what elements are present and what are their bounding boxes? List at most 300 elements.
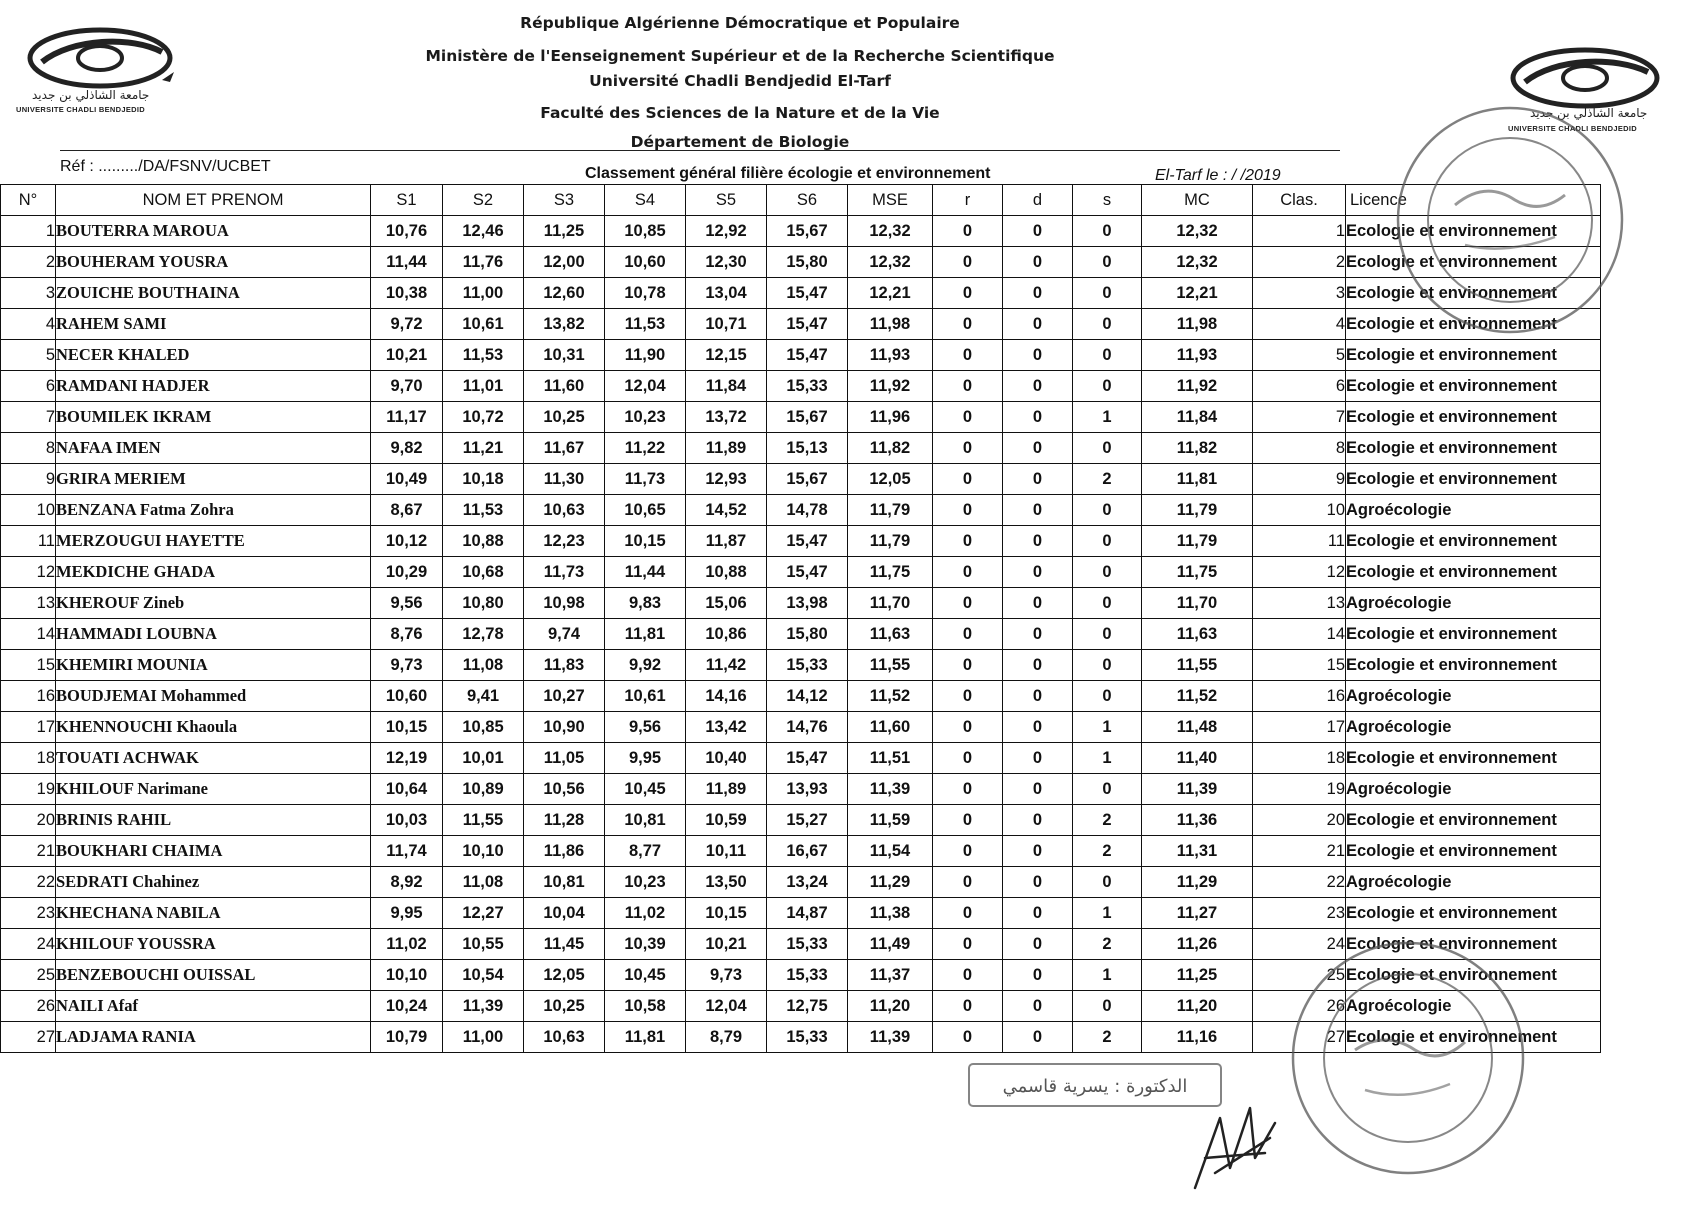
cell-col-s1: 10,21 xyxy=(371,340,443,371)
cell-col-licence: Ecologie et environnement xyxy=(1346,340,1601,371)
cell-col-s2: 10,88 xyxy=(443,526,524,557)
cell-col-class: 17 xyxy=(1253,712,1346,743)
cell-col-s: 0 xyxy=(1073,619,1142,650)
logo-caption: UNIVERSITE CHADLI BENDJEDID xyxy=(16,105,145,114)
cell-col-class: 20 xyxy=(1253,805,1346,836)
column-header-col-s: s xyxy=(1073,185,1142,216)
cell-col-s1: 10,60 xyxy=(371,681,443,712)
cell-col-s3: 10,98 xyxy=(524,588,605,619)
cell-col-s3: 10,63 xyxy=(524,1022,605,1053)
cell-col-s1: 10,29 xyxy=(371,557,443,588)
cell-col-s2: 10,55 xyxy=(443,929,524,960)
cell-col-s: 0 xyxy=(1073,681,1142,712)
cell-col-s: 0 xyxy=(1073,588,1142,619)
cell-col-d: 0 xyxy=(1003,929,1073,960)
cell-col-class: 4 xyxy=(1253,309,1346,340)
cell-col-class: 25 xyxy=(1253,960,1346,991)
cell-col-mse: 11,92 xyxy=(848,371,933,402)
cell-col-s4: 10,65 xyxy=(605,495,686,526)
cell-col-s4: 10,45 xyxy=(605,960,686,991)
column-header-col-s1: S1 xyxy=(371,185,443,216)
cell-col-s4: 9,92 xyxy=(605,650,686,681)
cell-col-s6: 14,12 xyxy=(767,681,848,712)
cell-col-s3: 10,04 xyxy=(524,898,605,929)
cell-col-mc: 11,39 xyxy=(1142,774,1253,805)
cell-col-licence: Agroécologie xyxy=(1346,991,1601,1022)
cell-col-d: 0 xyxy=(1003,991,1073,1022)
cell-col-n: 21 xyxy=(1,836,56,867)
cell-col-name: ZOUICHE BOUTHAINA xyxy=(56,278,371,309)
cell-col-s6: 15,33 xyxy=(767,650,848,681)
table-row xyxy=(1,464,1601,495)
cell-col-s4: 11,81 xyxy=(605,619,686,650)
cell-col-n: 9 xyxy=(1,464,56,495)
cell-col-d: 0 xyxy=(1003,836,1073,867)
cell-col-class: 7 xyxy=(1253,402,1346,433)
cell-col-mc: 12,21 xyxy=(1142,278,1253,309)
cell-col-s5: 14,52 xyxy=(686,495,767,526)
cell-col-s2: 11,21 xyxy=(443,433,524,464)
cell-col-s3: 11,30 xyxy=(524,464,605,495)
cell-col-mc: 12,32 xyxy=(1142,247,1253,278)
cell-col-name: KHEMIRI MOUNIA xyxy=(56,650,371,681)
cell-col-d: 0 xyxy=(1003,650,1073,681)
cell-col-d: 0 xyxy=(1003,247,1073,278)
column-header-col-licence: Licence xyxy=(1346,185,1601,216)
cell-col-s3: 11,83 xyxy=(524,650,605,681)
cell-col-licence: Ecologie et environnement xyxy=(1346,650,1601,681)
official-stamp-bottom xyxy=(1280,930,1535,1185)
table-row xyxy=(1,402,1601,433)
cell-col-r: 0 xyxy=(933,805,1003,836)
cell-col-n: 18 xyxy=(1,743,56,774)
cell-col-s4: 9,95 xyxy=(605,743,686,774)
cell-col-s3: 10,27 xyxy=(524,681,605,712)
cell-col-mc: 11,63 xyxy=(1142,619,1253,650)
logo-arabic-text: جامعة الشاذلي بن جديد xyxy=(32,88,150,102)
cell-col-mse: 11,20 xyxy=(848,991,933,1022)
cell-col-s1: 9,73 xyxy=(371,650,443,681)
cell-col-s: 1 xyxy=(1073,898,1142,929)
cell-col-r: 0 xyxy=(933,216,1003,247)
table-row xyxy=(1,278,1601,309)
cell-col-r: 0 xyxy=(933,867,1003,898)
cell-col-class: 2 xyxy=(1253,247,1346,278)
cell-col-s1: 10,10 xyxy=(371,960,443,991)
table-row xyxy=(1,340,1601,371)
cell-col-mse: 11,79 xyxy=(848,526,933,557)
cell-col-s2: 11,00 xyxy=(443,278,524,309)
cell-col-s1: 9,72 xyxy=(371,309,443,340)
cell-col-d: 0 xyxy=(1003,960,1073,991)
university-logo-left xyxy=(12,18,192,118)
cell-col-s2: 10,18 xyxy=(443,464,524,495)
table-row xyxy=(1,371,1601,402)
cell-col-s5: 13,50 xyxy=(686,867,767,898)
cell-col-mse: 11,96 xyxy=(848,402,933,433)
cell-col-mse: 11,93 xyxy=(848,340,933,371)
cell-col-licence: Agroécologie xyxy=(1346,495,1601,526)
cell-col-s: 0 xyxy=(1073,867,1142,898)
cell-col-s: 1 xyxy=(1073,743,1142,774)
cell-col-s4: 9,56 xyxy=(605,712,686,743)
cell-col-s1: 10,38 xyxy=(371,278,443,309)
cell-col-s: 0 xyxy=(1073,526,1142,557)
cell-col-s6: 14,87 xyxy=(767,898,848,929)
signature xyxy=(1175,1098,1295,1198)
cell-col-mse: 11,39 xyxy=(848,774,933,805)
cell-col-mc: 12,32 xyxy=(1142,216,1253,247)
cell-col-s2: 10,68 xyxy=(443,557,524,588)
cell-col-mc: 11,25 xyxy=(1142,960,1253,991)
cell-col-mse: 11,39 xyxy=(848,1022,933,1053)
table-row xyxy=(1,433,1601,464)
cell-col-d: 0 xyxy=(1003,588,1073,619)
cell-col-mse: 11,37 xyxy=(848,960,933,991)
cell-col-n: 12 xyxy=(1,557,56,588)
cell-col-licence: Ecologie et environnement xyxy=(1346,278,1601,309)
cell-col-s2: 10,80 xyxy=(443,588,524,619)
cell-col-class: 16 xyxy=(1253,681,1346,712)
cell-col-s6: 13,24 xyxy=(767,867,848,898)
cell-col-mse: 11,70 xyxy=(848,588,933,619)
cell-col-s1: 10,24 xyxy=(371,991,443,1022)
cell-col-s4: 8,77 xyxy=(605,836,686,867)
table-row xyxy=(1,557,1601,588)
cell-col-d: 0 xyxy=(1003,1022,1073,1053)
cell-col-mc: 11,70 xyxy=(1142,588,1253,619)
cell-col-n: 19 xyxy=(1,774,56,805)
cell-col-r: 0 xyxy=(933,650,1003,681)
cell-col-s1: 10,15 xyxy=(371,712,443,743)
cell-col-mse: 11,60 xyxy=(848,712,933,743)
cell-col-s4: 11,73 xyxy=(605,464,686,495)
cell-col-s1: 8,92 xyxy=(371,867,443,898)
cell-col-name: KHEROUF Zineb xyxy=(56,588,371,619)
cell-col-mc: 11,40 xyxy=(1142,743,1253,774)
cell-col-name: BOUDJEMAI Mohammed xyxy=(56,681,371,712)
table-row xyxy=(1,681,1601,712)
cell-col-class: 18 xyxy=(1253,743,1346,774)
cell-col-s3: 11,60 xyxy=(524,371,605,402)
cell-col-s3: 11,28 xyxy=(524,805,605,836)
cell-col-n: 11 xyxy=(1,526,56,557)
column-header-col-mse: MSE xyxy=(848,185,933,216)
cell-col-s1: 10,49 xyxy=(371,464,443,495)
cell-col-s5: 9,73 xyxy=(686,960,767,991)
cell-col-class: 12 xyxy=(1253,557,1346,588)
cell-col-n: 6 xyxy=(1,371,56,402)
cell-col-mc: 11,79 xyxy=(1142,495,1253,526)
column-header-col-s6: S6 xyxy=(767,185,848,216)
cell-col-d: 0 xyxy=(1003,805,1073,836)
cell-col-n: 10 xyxy=(1,495,56,526)
cell-col-s2: 10,01 xyxy=(443,743,524,774)
cell-col-s: 2 xyxy=(1073,836,1142,867)
table-row xyxy=(1,495,1601,526)
cell-col-mse: 11,49 xyxy=(848,929,933,960)
cell-col-s1: 9,56 xyxy=(371,588,443,619)
cell-col-s: 2 xyxy=(1073,464,1142,495)
cell-col-mse: 11,79 xyxy=(848,495,933,526)
cell-col-class: 23 xyxy=(1253,898,1346,929)
cell-col-s2: 11,53 xyxy=(443,340,524,371)
cell-col-name: GRIRA MERIEM xyxy=(56,464,371,495)
cell-col-s3: 10,25 xyxy=(524,402,605,433)
cell-col-d: 0 xyxy=(1003,433,1073,464)
cell-col-class: 21 xyxy=(1253,836,1346,867)
cell-col-licence: Ecologie et environnement xyxy=(1346,898,1601,929)
header-republic: République Algérienne Démocratique et Populaire xyxy=(520,14,960,32)
cell-col-s4: 10,23 xyxy=(605,867,686,898)
cell-col-s4: 11,22 xyxy=(605,433,686,464)
cell-col-s5: 13,42 xyxy=(686,712,767,743)
table-row xyxy=(1,805,1601,836)
cell-col-name: BRINIS RAHIL xyxy=(56,805,371,836)
cell-col-r: 0 xyxy=(933,402,1003,433)
cell-col-name: NAFAA IMEN xyxy=(56,433,371,464)
cell-col-s4: 11,44 xyxy=(605,557,686,588)
cell-col-s2: 10,61 xyxy=(443,309,524,340)
cell-col-r: 0 xyxy=(933,495,1003,526)
cell-col-licence: Ecologie et environnement xyxy=(1346,464,1601,495)
cell-col-mse: 11,29 xyxy=(848,867,933,898)
cell-col-r: 0 xyxy=(933,371,1003,402)
cell-col-class: 22 xyxy=(1253,867,1346,898)
cell-col-r: 0 xyxy=(933,557,1003,588)
cell-col-licence: Ecologie et environnement xyxy=(1346,743,1601,774)
cell-col-n: 3 xyxy=(1,278,56,309)
cell-col-s2: 10,10 xyxy=(443,836,524,867)
cell-col-s: 0 xyxy=(1073,650,1142,681)
cell-col-s3: 10,90 xyxy=(524,712,605,743)
cell-col-name: KHECHANA NABILA xyxy=(56,898,371,929)
cell-col-r: 0 xyxy=(933,991,1003,1022)
cell-col-s4: 10,61 xyxy=(605,681,686,712)
cell-col-s5: 14,16 xyxy=(686,681,767,712)
cell-col-s: 0 xyxy=(1073,371,1142,402)
cell-col-licence: Ecologie et environnement xyxy=(1346,371,1601,402)
table-row xyxy=(1,526,1601,557)
cell-col-s3: 10,63 xyxy=(524,495,605,526)
cell-col-s3: 10,81 xyxy=(524,867,605,898)
cell-col-s6: 15,67 xyxy=(767,216,848,247)
cell-col-name: RAMDANI HADJER xyxy=(56,371,371,402)
cell-col-r: 0 xyxy=(933,836,1003,867)
cell-col-s5: 12,92 xyxy=(686,216,767,247)
table-row xyxy=(1,712,1601,743)
cell-col-s6: 15,47 xyxy=(767,309,848,340)
cell-col-r: 0 xyxy=(933,960,1003,991)
cell-col-n: 22 xyxy=(1,867,56,898)
cell-col-s3: 12,05 xyxy=(524,960,605,991)
cell-col-licence: Agroécologie xyxy=(1346,588,1601,619)
cell-col-s6: 15,47 xyxy=(767,278,848,309)
cell-col-n: 7 xyxy=(1,402,56,433)
cell-col-s4: 10,81 xyxy=(605,805,686,836)
cell-col-mc: 11,29 xyxy=(1142,867,1253,898)
cell-col-mse: 11,98 xyxy=(848,309,933,340)
cell-col-mc: 11,93 xyxy=(1142,340,1253,371)
table-row xyxy=(1,867,1601,898)
cell-col-s4: 11,53 xyxy=(605,309,686,340)
cell-col-s: 1 xyxy=(1073,402,1142,433)
cell-col-s3: 10,56 xyxy=(524,774,605,805)
cell-col-mc: 11,75 xyxy=(1142,557,1253,588)
cell-col-class: 11 xyxy=(1253,526,1346,557)
cell-col-r: 0 xyxy=(933,743,1003,774)
cell-col-n: 27 xyxy=(1,1022,56,1053)
cell-col-d: 0 xyxy=(1003,526,1073,557)
cell-col-s6: 15,47 xyxy=(767,743,848,774)
cell-col-s3: 12,00 xyxy=(524,247,605,278)
cell-col-s: 0 xyxy=(1073,340,1142,371)
column-header-col-s5: S5 xyxy=(686,185,767,216)
cell-col-s1: 9,70 xyxy=(371,371,443,402)
cell-col-s4: 10,78 xyxy=(605,278,686,309)
cell-col-r: 0 xyxy=(933,774,1003,805)
cell-col-n: 16 xyxy=(1,681,56,712)
cell-col-s1: 11,02 xyxy=(371,929,443,960)
cell-col-mse: 11,54 xyxy=(848,836,933,867)
table-row xyxy=(1,650,1601,681)
header-ministry: Ministère de l'Eenseignement Supérieur et de la Recherche Scientifique xyxy=(425,47,1055,65)
table-row xyxy=(1,774,1601,805)
cell-col-licence: Ecologie et environnement xyxy=(1346,433,1601,464)
cell-col-s5: 13,04 xyxy=(686,278,767,309)
cell-col-name: KHILOUF Narimane xyxy=(56,774,371,805)
cell-col-s5: 11,42 xyxy=(686,650,767,681)
cell-col-mc: 11,27 xyxy=(1142,898,1253,929)
cell-col-n: 8 xyxy=(1,433,56,464)
cell-col-s3: 11,86 xyxy=(524,836,605,867)
cell-col-n: 1 xyxy=(1,216,56,247)
cell-col-mse: 11,38 xyxy=(848,898,933,929)
column-header-col-d: d xyxy=(1003,185,1073,216)
logo-arabic-text: جامعة الشاذلي بن جديد xyxy=(1530,106,1648,120)
cell-col-s1: 10,76 xyxy=(371,216,443,247)
cell-col-r: 0 xyxy=(933,278,1003,309)
cell-col-s4: 11,81 xyxy=(605,1022,686,1053)
cell-col-s3: 11,67 xyxy=(524,433,605,464)
cell-col-name: SEDRATI Chahinez xyxy=(56,867,371,898)
cell-col-r: 0 xyxy=(933,247,1003,278)
cell-col-name: BOUTERRA MAROUA xyxy=(56,216,371,247)
cell-col-d: 0 xyxy=(1003,619,1073,650)
cell-col-s: 0 xyxy=(1073,278,1142,309)
cell-col-licence: Ecologie et environnement xyxy=(1346,557,1601,588)
cell-col-s: 0 xyxy=(1073,557,1142,588)
cell-col-s4: 11,02 xyxy=(605,898,686,929)
header-faculty: Faculté des Sciences de la Nature et de la Vie xyxy=(540,104,940,122)
cell-col-d: 0 xyxy=(1003,898,1073,929)
cell-col-name: BOUMILEK IKRAM xyxy=(56,402,371,433)
cell-col-s: 0 xyxy=(1073,774,1142,805)
cell-col-d: 0 xyxy=(1003,278,1073,309)
column-header-col-mc: MC xyxy=(1142,185,1253,216)
cell-col-mc: 11,20 xyxy=(1142,991,1253,1022)
document-subtitle: Classement général filière écologie et environnement xyxy=(585,165,991,182)
cell-col-s2: 11,53 xyxy=(443,495,524,526)
cell-col-n: 23 xyxy=(1,898,56,929)
cell-col-s1: 8,76 xyxy=(371,619,443,650)
cell-col-s5: 10,88 xyxy=(686,557,767,588)
reference-number: Réf : ........./DA/FSNV/UCBET xyxy=(60,158,271,175)
table-row xyxy=(1,247,1601,278)
cell-col-s2: 10,85 xyxy=(443,712,524,743)
cell-col-licence: Ecologie et environnement xyxy=(1346,1022,1601,1053)
cell-col-s5: 12,15 xyxy=(686,340,767,371)
cell-col-s5: 10,86 xyxy=(686,619,767,650)
cell-col-s2: 11,55 xyxy=(443,805,524,836)
cell-col-s5: 11,84 xyxy=(686,371,767,402)
cell-col-s4: 10,60 xyxy=(605,247,686,278)
cell-col-s6: 14,78 xyxy=(767,495,848,526)
cell-col-r: 0 xyxy=(933,929,1003,960)
cell-col-class: 1 xyxy=(1253,216,1346,247)
cell-col-d: 0 xyxy=(1003,216,1073,247)
column-header-col-s2: S2 xyxy=(443,185,524,216)
cell-col-s: 0 xyxy=(1073,247,1142,278)
cell-col-s3: 9,74 xyxy=(524,619,605,650)
cell-col-licence: Ecologie et environnement xyxy=(1346,619,1601,650)
cell-col-s2: 11,08 xyxy=(443,650,524,681)
header-divider xyxy=(60,150,1340,151)
cell-col-d: 0 xyxy=(1003,402,1073,433)
cell-col-class: 3 xyxy=(1253,278,1346,309)
cell-col-n: 25 xyxy=(1,960,56,991)
cell-col-mc: 11,55 xyxy=(1142,650,1253,681)
cell-col-s2: 9,41 xyxy=(443,681,524,712)
cell-col-s3: 10,31 xyxy=(524,340,605,371)
cell-col-s3: 12,23 xyxy=(524,526,605,557)
cell-col-r: 0 xyxy=(933,712,1003,743)
cell-col-name: BOUHERAM YOUSRA xyxy=(56,247,371,278)
cell-col-s6: 15,33 xyxy=(767,1022,848,1053)
cell-col-s4: 10,45 xyxy=(605,774,686,805)
cell-col-n: 4 xyxy=(1,309,56,340)
cell-col-d: 0 xyxy=(1003,774,1073,805)
cell-col-mse: 11,55 xyxy=(848,650,933,681)
cell-col-s6: 16,67 xyxy=(767,836,848,867)
table-body xyxy=(1,216,1601,1053)
cell-col-s5: 10,40 xyxy=(686,743,767,774)
cell-col-mse: 11,52 xyxy=(848,681,933,712)
cell-col-mse: 12,32 xyxy=(848,247,933,278)
cell-col-s6: 15,47 xyxy=(767,340,848,371)
cell-col-s5: 10,21 xyxy=(686,929,767,960)
cell-col-s6: 14,76 xyxy=(767,712,848,743)
cell-col-name: BENZEBOUCHI OUISSAL xyxy=(56,960,371,991)
cell-col-mc: 11,48 xyxy=(1142,712,1253,743)
ranking-table xyxy=(0,184,1601,1053)
cell-col-s6: 15,67 xyxy=(767,402,848,433)
cell-col-s: 1 xyxy=(1073,712,1142,743)
cell-col-s4: 12,04 xyxy=(605,371,686,402)
cell-col-mc: 11,31 xyxy=(1142,836,1253,867)
cell-col-s: 2 xyxy=(1073,805,1142,836)
name-stamp-text: الدكتورة : يسرية قاسمي xyxy=(1002,1076,1188,1097)
cell-col-mse: 11,63 xyxy=(848,619,933,650)
cell-col-s3: 10,25 xyxy=(524,991,605,1022)
cell-col-class: 26 xyxy=(1253,991,1346,1022)
cell-col-s4: 10,85 xyxy=(605,216,686,247)
cell-col-licence: Agroécologie xyxy=(1346,774,1601,805)
cell-col-r: 0 xyxy=(933,681,1003,712)
cell-col-s5: 10,71 xyxy=(686,309,767,340)
cell-col-name: MERZOUGUI HAYETTE xyxy=(56,526,371,557)
cell-col-d: 0 xyxy=(1003,340,1073,371)
